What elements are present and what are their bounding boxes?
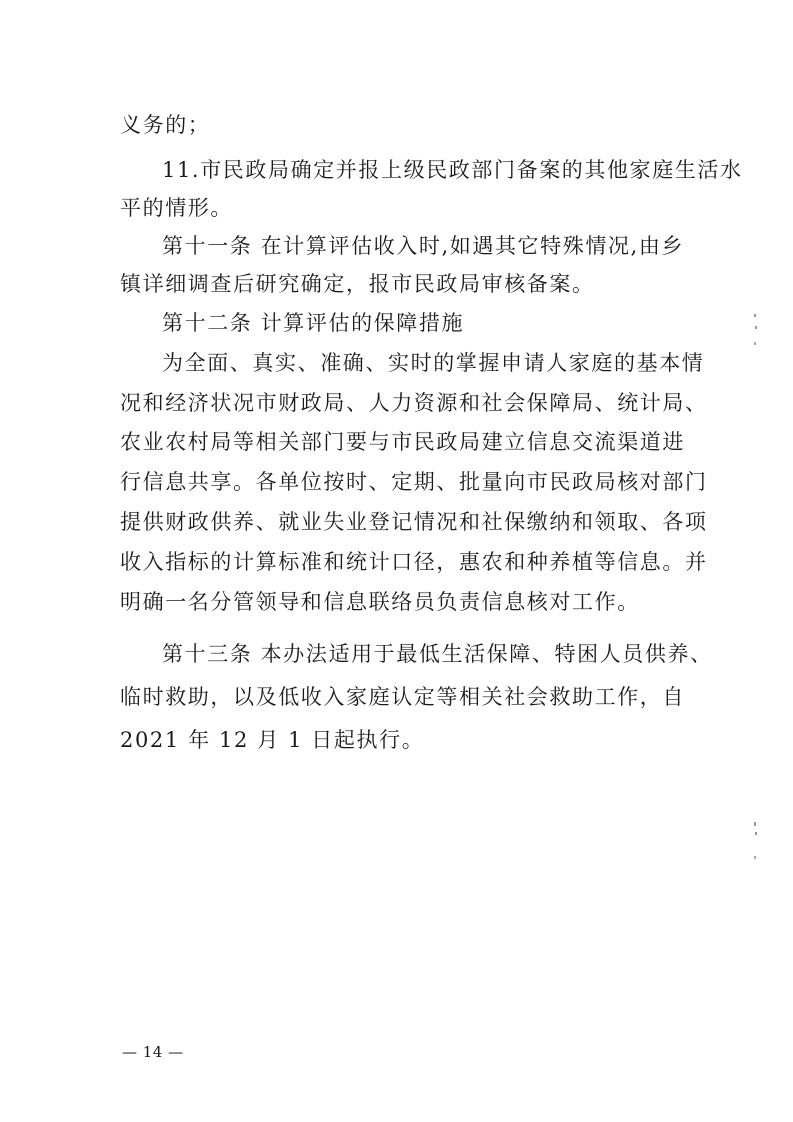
article-12-line-2: 况和经济状况市财政局、人力资源和社会保障局、统计局、	[120, 391, 708, 415]
article-12-heading: 第十二条 计算评估的保障措施	[162, 311, 465, 335]
article-12-line-1: 为全面、真实、准确、实时的掌握申请人家庭的基本情	[162, 351, 705, 375]
page-number: — 14 —	[122, 1043, 184, 1061]
article-12-line-3: 农业农村局等相关部门要与市民政局建立信息交流渠道进	[120, 430, 685, 454]
article-13-line-1: 第十三条 本办法适用于最低生活保障、特困人员供养、	[162, 642, 713, 666]
article-12-line-6: 收入指标的计算标准和统计口径，惠农和种养植等信息。并	[120, 550, 708, 574]
text-line-1: 义务的；	[120, 113, 211, 137]
article-12-line-5: 提供财政供养、就业失业登记情况和社保缴纳和领取、各项	[120, 510, 708, 534]
scan-mark-bottom	[750, 820, 762, 873]
article-13-line-3: 2021 年 12 月 1 日起执行。	[120, 728, 425, 752]
article-12-line-4: 行信息共享。各单位按时、定期、批量向市民政局核对部门	[120, 470, 708, 494]
article-12-line-7: 明确一名分管领导和信息联络员负责信息核对工作。	[120, 590, 640, 614]
text-line-2: 11.市民政局确定并报上级民政部门备案的其他家庭生活水	[162, 158, 743, 182]
article-13-line-2: 临时救助，以及低收入家庭认定等相关社会救助工作，自	[120, 685, 685, 709]
article-11-line-1: 第十一条 在计算评估收入时,如遇其它特殊情况,由乡	[162, 234, 685, 258]
text-line-3: 平的情形。	[120, 196, 233, 220]
scan-mark-top	[750, 312, 762, 355]
article-11-line-2: 镇详细调查后研究确定，报市民政局审核备案。	[120, 272, 595, 296]
